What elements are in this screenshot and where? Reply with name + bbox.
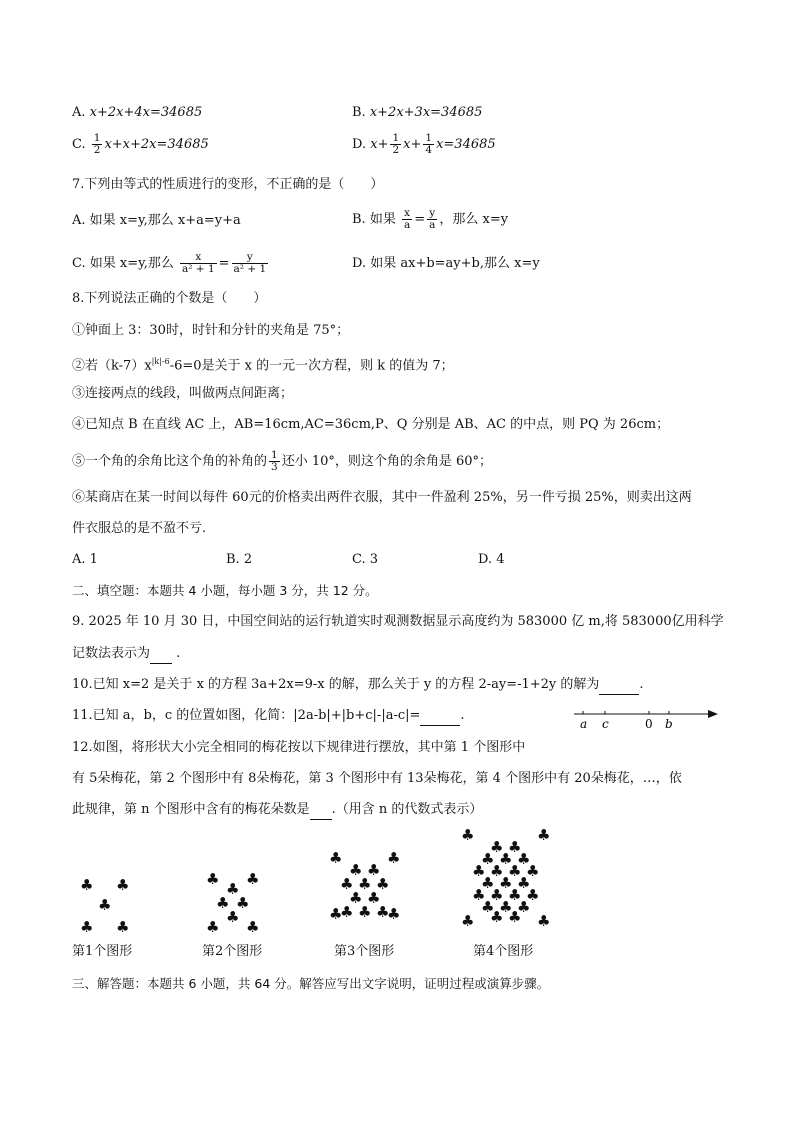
club-icon: ♣ bbox=[508, 838, 522, 856]
figure-1-caption: 第1个图形 bbox=[72, 944, 133, 959]
club-icon: ♣ bbox=[481, 898, 495, 916]
club-icon: ♣ bbox=[226, 908, 240, 926]
q8-option-b: B. 2 bbox=[226, 552, 253, 567]
q12-line2: 有 5朵梅花，第 2 个图形中有 8朵梅花，第 3 个图形中有 13朵梅花，第 4 个图形中有 20朵梅花，…，依 bbox=[72, 771, 682, 786]
club-icon: ♣ bbox=[490, 838, 504, 856]
q12-line3: 此规律，第 n 个图形中含有的梅花朵数是 .（用含 n 的代数式表示） bbox=[72, 801, 482, 820]
section-2-heading: 二、填空题：本题共 4 小题，每小题 3 分，共 12 分。 bbox=[72, 583, 378, 598]
club-icon: ♣ bbox=[376, 875, 390, 893]
club-icon: ♣ bbox=[461, 912, 475, 930]
club-icon: ♣ bbox=[340, 903, 354, 921]
club-icon: ♣ bbox=[216, 894, 230, 912]
club-icon: ♣ bbox=[116, 918, 130, 936]
number-line bbox=[572, 703, 722, 733]
club-icon: ♣ bbox=[517, 850, 531, 868]
figure-1 bbox=[70, 870, 140, 940]
q7-option-d: D. 如果 ax+b=ay+b,那么 x=y bbox=[352, 256, 540, 271]
club-icon: ♣ bbox=[206, 918, 220, 936]
answer-blank bbox=[310, 801, 332, 820]
club-icon: ♣ bbox=[329, 849, 343, 867]
point-b-label: b bbox=[665, 717, 673, 731]
club-icon: ♣ bbox=[508, 908, 522, 926]
figure-3-caption: 第3个图形 bbox=[334, 944, 395, 959]
club-icon: ♣ bbox=[481, 874, 495, 892]
club-icon: ♣ bbox=[461, 826, 475, 844]
club-icon: ♣ bbox=[490, 862, 504, 880]
fraction: $\frac{x}{\text{a² + 1}}$ bbox=[182, 251, 215, 275]
club-icon: ♣ bbox=[526, 886, 540, 904]
fraction: $\frac{1}{2}$ bbox=[93, 132, 101, 156]
q8-stem: 8.下列说法正确的个数是（ ） bbox=[72, 291, 267, 306]
q7-option-a: A. 如果 x=y,那么 x+a=y+a bbox=[72, 213, 241, 228]
club-icon: ♣ bbox=[387, 849, 401, 867]
club-icon: ♣ bbox=[226, 880, 240, 898]
club-icon: ♣ bbox=[508, 862, 522, 880]
point-c-label: c bbox=[602, 717, 609, 731]
figure-3 bbox=[325, 845, 415, 940]
q8-option-c: C. 3 bbox=[352, 552, 379, 567]
q12-line1: 12.如图，将形状大小完全相同的梅花按以下规律进行摆放，其中第 1 个图形中 bbox=[72, 740, 526, 755]
fraction: $\frac{y}{a}$ bbox=[429, 207, 436, 231]
club-icon: ♣ bbox=[358, 903, 372, 921]
club-icon: ♣ bbox=[80, 918, 94, 936]
club-icon: ♣ bbox=[490, 908, 504, 926]
club-icon: ♣ bbox=[98, 896, 112, 914]
club-icon: ♣ bbox=[116, 876, 130, 894]
q9-line1: 9. 2025 年 10 月 30 日，中国空间站的运行轨道实时观测数据显示高度约为 583000 亿 m,将 583000亿用科学 bbox=[72, 614, 724, 629]
club-icon: ♣ bbox=[499, 874, 513, 892]
q8-option-a: A. 1 bbox=[72, 552, 98, 567]
q8-option-d: D. 4 bbox=[478, 552, 505, 567]
answer-blank bbox=[420, 707, 460, 726]
club-icon: ♣ bbox=[387, 905, 401, 923]
q6-option-b: B. x+2x+3x=34685 bbox=[352, 105, 483, 120]
fraction: $\frac{1}{4}$ bbox=[425, 132, 433, 156]
section-3-heading: 三、解答题：本题共 6 小题，共 64 分。解答应写出文字说明，证明过程或演算步骤。 bbox=[72, 976, 550, 991]
club-icon: ♣ bbox=[526, 862, 540, 880]
club-icon: ♣ bbox=[490, 886, 504, 904]
q8-statement-6-line2: 件衣服总的是不盈不亏. bbox=[72, 521, 207, 536]
arrow-icon bbox=[708, 710, 718, 718]
q8-statement-4: ④已知点 B 在直线 AC 上，AB=16cm,AC=36cm,P、Q 分别是 AB、AC 的中点，则 PQ 为 26cm； bbox=[72, 417, 670, 432]
fraction: $\frac{x}{a}$ bbox=[403, 207, 411, 231]
club-icon: ♣ bbox=[349, 889, 363, 907]
fraction: $\frac{1}{3}$ bbox=[271, 449, 278, 473]
figure-2-caption: 第2个图形 bbox=[202, 944, 263, 959]
club-icon: ♣ bbox=[367, 889, 381, 907]
q8-statement-2: ②若$(k-7)x^{|k|-6}-6=0$是关于 x 的一元一次方程，则 k 的值为 7； bbox=[72, 357, 454, 374]
q11-text: 11.已知 a，b，c 的位置如图，化简：|2a-b|+|b+c|-|a-c|= . bbox=[72, 707, 465, 726]
fraction: $\frac{1}{2}$ bbox=[392, 132, 400, 156]
fraction: $\frac{y}{\text{a² + 1}}$ bbox=[233, 251, 267, 275]
q8-statement-3: ③连接两点的线段，叫做两点间距离； bbox=[72, 386, 294, 401]
club-icon: ♣ bbox=[537, 912, 551, 930]
club-icon: ♣ bbox=[349, 861, 363, 879]
club-icon: ♣ bbox=[358, 875, 372, 893]
club-icon: ♣ bbox=[246, 918, 260, 936]
figure-2 bbox=[200, 868, 270, 938]
club-icon: ♣ bbox=[80, 876, 94, 894]
q8-statement-1: ①钟面上 3：30时，时针和分针的夹角是 75°； bbox=[72, 323, 350, 338]
q8-statement-6-line1: ⑥某商店在某一时间以每件 60元的价格卖出两件衣服，其中一件盈利 25%，另一件亏损 25%，则卖出这两 bbox=[72, 490, 692, 505]
club-icon: ♣ bbox=[236, 894, 250, 912]
club-icon: ♣ bbox=[329, 905, 343, 923]
club-icon: ♣ bbox=[367, 861, 381, 879]
club-icon: ♣ bbox=[517, 874, 531, 892]
q6-option-c: C. $\frac{1}{2}$ x+x+2x=34685 bbox=[72, 132, 209, 156]
club-icon: ♣ bbox=[537, 826, 551, 844]
club-icon: ♣ bbox=[206, 870, 220, 888]
q7-option-c: C. 如果 x=y,那么 $\frac{x}{\text{a² + 1}}$ = $\frac{y}{\text{a² + 1}}$ bbox=[72, 251, 267, 275]
q7-option-b: B. 如果 $\frac{x}{a}$ = $\frac{y}{a}$ ，那么 x=y bbox=[352, 207, 509, 231]
q6-option-d: D. x+ $\frac{1}{2}$ x+ $\frac{1}{4}$ x=34685 bbox=[352, 132, 496, 156]
club-icon: ♣ bbox=[517, 898, 531, 916]
club-icon: ♣ bbox=[246, 870, 260, 888]
club-icon: ♣ bbox=[472, 862, 486, 880]
club-icon: ♣ bbox=[472, 886, 486, 904]
point-a-label: a bbox=[580, 717, 588, 731]
club-icon: ♣ bbox=[499, 850, 513, 868]
q8-statement-5: ⑤一个角的余角比这个角的补角的 $\frac{1}{3}$ 还小 10°，则这个角的余角是 60°； bbox=[72, 449, 493, 473]
answer-blank bbox=[150, 645, 172, 664]
figure-4-caption: 第4个图形 bbox=[473, 944, 534, 959]
club-icon: ♣ bbox=[376, 903, 390, 921]
club-icon: ♣ bbox=[499, 898, 513, 916]
club-icon: ♣ bbox=[508, 886, 522, 904]
q10-text: 10.已知 x=2 是关于 x 的方程 3a+2x=9-x 的解，那么关于 y 的方程 2-ay=-1+2y 的解为 . bbox=[72, 676, 644, 695]
q6-option-a: A. x+2x+4x=34685 bbox=[72, 105, 203, 120]
q7-stem: 7.下列由等式的性质进行的变形，不正确的是（ ） bbox=[72, 177, 384, 192]
figure-4 bbox=[455, 824, 565, 944]
q9-line2: 记数法表示为 . bbox=[72, 645, 180, 664]
answer-blank bbox=[599, 676, 639, 695]
club-icon: ♣ bbox=[340, 875, 354, 893]
club-icon: ♣ bbox=[481, 850, 495, 868]
origin-label: 0 bbox=[645, 717, 653, 731]
